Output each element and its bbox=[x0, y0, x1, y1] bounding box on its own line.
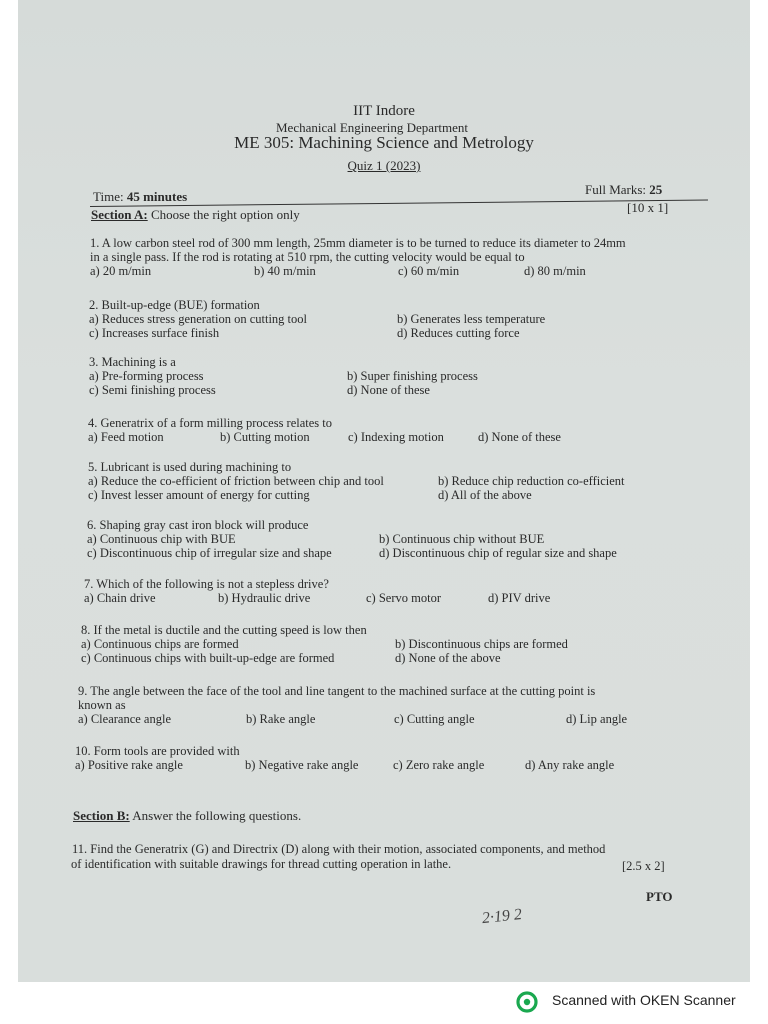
option-a: a) Chain drive bbox=[84, 591, 156, 605]
section-b-instruction: Answer the following questions. bbox=[129, 808, 302, 823]
question-7 bbox=[84, 577, 724, 605]
option-c: c) Servo motor bbox=[366, 591, 441, 605]
option-a: a) 20 m/min bbox=[90, 264, 152, 278]
pto-label: PTO bbox=[646, 889, 673, 904]
option-a: a) Positive rake angle bbox=[75, 758, 183, 772]
question-text: in a single pass. If the rod is rotating at 510 rpm, the cutting velocity would be equal to bbox=[90, 250, 525, 264]
option-c: c) Discontinuous chip of irregular size and shape bbox=[87, 546, 332, 560]
marks-value: 25 bbox=[649, 182, 663, 197]
question-3 bbox=[89, 355, 729, 397]
question-2 bbox=[89, 298, 729, 340]
question-text: 6. Shaping gray cast iron block will produce bbox=[87, 518, 309, 532]
full-marks bbox=[585, 182, 662, 198]
question-text: 1. A low carbon steel rod of 300 mm length, 25mm diameter is to be turned to reduce its diameter to 24mm bbox=[90, 236, 626, 250]
question-text: known as bbox=[78, 698, 126, 712]
question-text: 2. Built-up-edge (BUE) formation bbox=[89, 298, 260, 312]
option-d: d) None of these bbox=[478, 430, 561, 444]
section-b-heading bbox=[73, 808, 301, 824]
option-c: c) Semi finishing process bbox=[89, 383, 216, 397]
question-11-line-2: of identification with suitable drawings for thread cutting operation in lathe. bbox=[71, 857, 452, 871]
question-6 bbox=[87, 518, 727, 560]
department-name: Mechanical Engineering Department bbox=[275, 120, 469, 135]
option-b: b) Continuous chip without BUE bbox=[379, 532, 545, 546]
option-b: b) Rake angle bbox=[246, 712, 316, 726]
option-a: a) Continuous chip with BUE bbox=[87, 532, 236, 546]
option-d: d) None of the above bbox=[395, 651, 501, 665]
option-b: b) Reduce chip reduction co-efficient bbox=[438, 474, 625, 488]
time-info bbox=[93, 189, 187, 205]
option-d: d) Lip angle bbox=[566, 712, 628, 726]
question-text: 9. The angle between the face of the tool and line tangent to the machined surface at the cutting point is bbox=[78, 684, 596, 698]
course-title: ME 305: Machining Science and Metrology bbox=[234, 133, 534, 152]
scanner-brand-text: Scanned with OKEN Scanner bbox=[552, 992, 736, 1008]
question-text: 7. Which of the following is not a stepless drive? bbox=[84, 577, 329, 591]
option-b: b) Generates less temperature bbox=[397, 312, 546, 326]
option-b: b) Discontinuous chips are formed bbox=[395, 637, 568, 651]
quiz-title: Quiz 1 (2023) bbox=[347, 158, 421, 173]
section-a-heading bbox=[91, 207, 300, 223]
question-9 bbox=[78, 684, 728, 726]
question-text: 4. Generatrix of a form milling process relates to bbox=[88, 416, 333, 430]
question-text: 8. If the metal is ductile and the cutting speed is low then bbox=[81, 623, 367, 637]
option-d: d) PIV drive bbox=[488, 591, 551, 605]
option-c: c) Indexing motion bbox=[348, 430, 444, 444]
option-c: c) Continuous chips with built-up-edge are formed bbox=[81, 651, 335, 665]
option-d: d) Reduces cutting force bbox=[397, 326, 520, 340]
question-text: 10. Form tools are provided with bbox=[75, 744, 240, 758]
option-c: c) Invest lesser amount of energy for cutting bbox=[88, 488, 310, 502]
question-text: 5. Lubricant is used during machining to bbox=[88, 460, 292, 474]
option-b: b) Cutting motion bbox=[220, 430, 310, 444]
question-text: 3. Machining is a bbox=[89, 355, 176, 369]
section-a-label: Section A: bbox=[91, 207, 148, 222]
option-b: b) Hydraulic drive bbox=[218, 591, 311, 605]
time-label: Time: bbox=[93, 189, 127, 204]
exam-paper bbox=[18, 0, 750, 982]
question-1 bbox=[90, 236, 730, 278]
section-a-instruction: Choose the right option only bbox=[147, 207, 300, 222]
question-4 bbox=[88, 416, 728, 444]
option-a: a) Reduces stress generation on cutting tool bbox=[89, 312, 307, 326]
institute-name: IIT Indore bbox=[353, 103, 415, 119]
question-11-line-1: 11. Find the Generatrix (G) and Directrix (D) along with their motion, associated components, and method bbox=[72, 842, 606, 856]
option-c: c) Cutting angle bbox=[394, 712, 475, 726]
option-a: a) Continuous chips are formed bbox=[81, 637, 239, 651]
section-b-label: Section B: bbox=[73, 808, 130, 823]
question-11-marks: [2.5 x 2] bbox=[622, 859, 665, 873]
option-b: b) Super finishing process bbox=[347, 369, 478, 383]
option-d: d) Discontinuous chip of regular size and shape bbox=[379, 546, 617, 560]
option-b: b) Negative rake angle bbox=[245, 758, 359, 772]
option-a: a) Feed motion bbox=[88, 430, 164, 444]
question-8 bbox=[81, 623, 721, 665]
marks-label: Full Marks: bbox=[585, 182, 650, 197]
option-a: a) Pre-forming process bbox=[89, 369, 204, 383]
time-value: 45 minutes bbox=[126, 189, 188, 204]
option-c: c) 60 m/min bbox=[398, 264, 460, 278]
option-c: c) Increases surface finish bbox=[89, 326, 220, 340]
option-a: a) Reduce the co-efficient of friction between chip and tool bbox=[88, 474, 384, 488]
option-a: a) Clearance angle bbox=[78, 712, 171, 726]
option-b: b) 40 m/min bbox=[254, 264, 316, 278]
handwritten-note: 2·19 2 bbox=[481, 905, 523, 928]
option-c: c) Zero rake angle bbox=[393, 758, 485, 772]
option-d: d) None of these bbox=[347, 383, 430, 397]
section-a-marks: [10 x 1] bbox=[627, 200, 669, 215]
question-5 bbox=[88, 460, 728, 502]
option-d: d) All of the above bbox=[438, 488, 532, 502]
question-10 bbox=[75, 744, 725, 772]
oken-scanner-logo-icon bbox=[516, 991, 538, 1013]
option-d: d) 80 m/min bbox=[524, 264, 586, 278]
option-d: d) Any rake angle bbox=[525, 758, 615, 772]
